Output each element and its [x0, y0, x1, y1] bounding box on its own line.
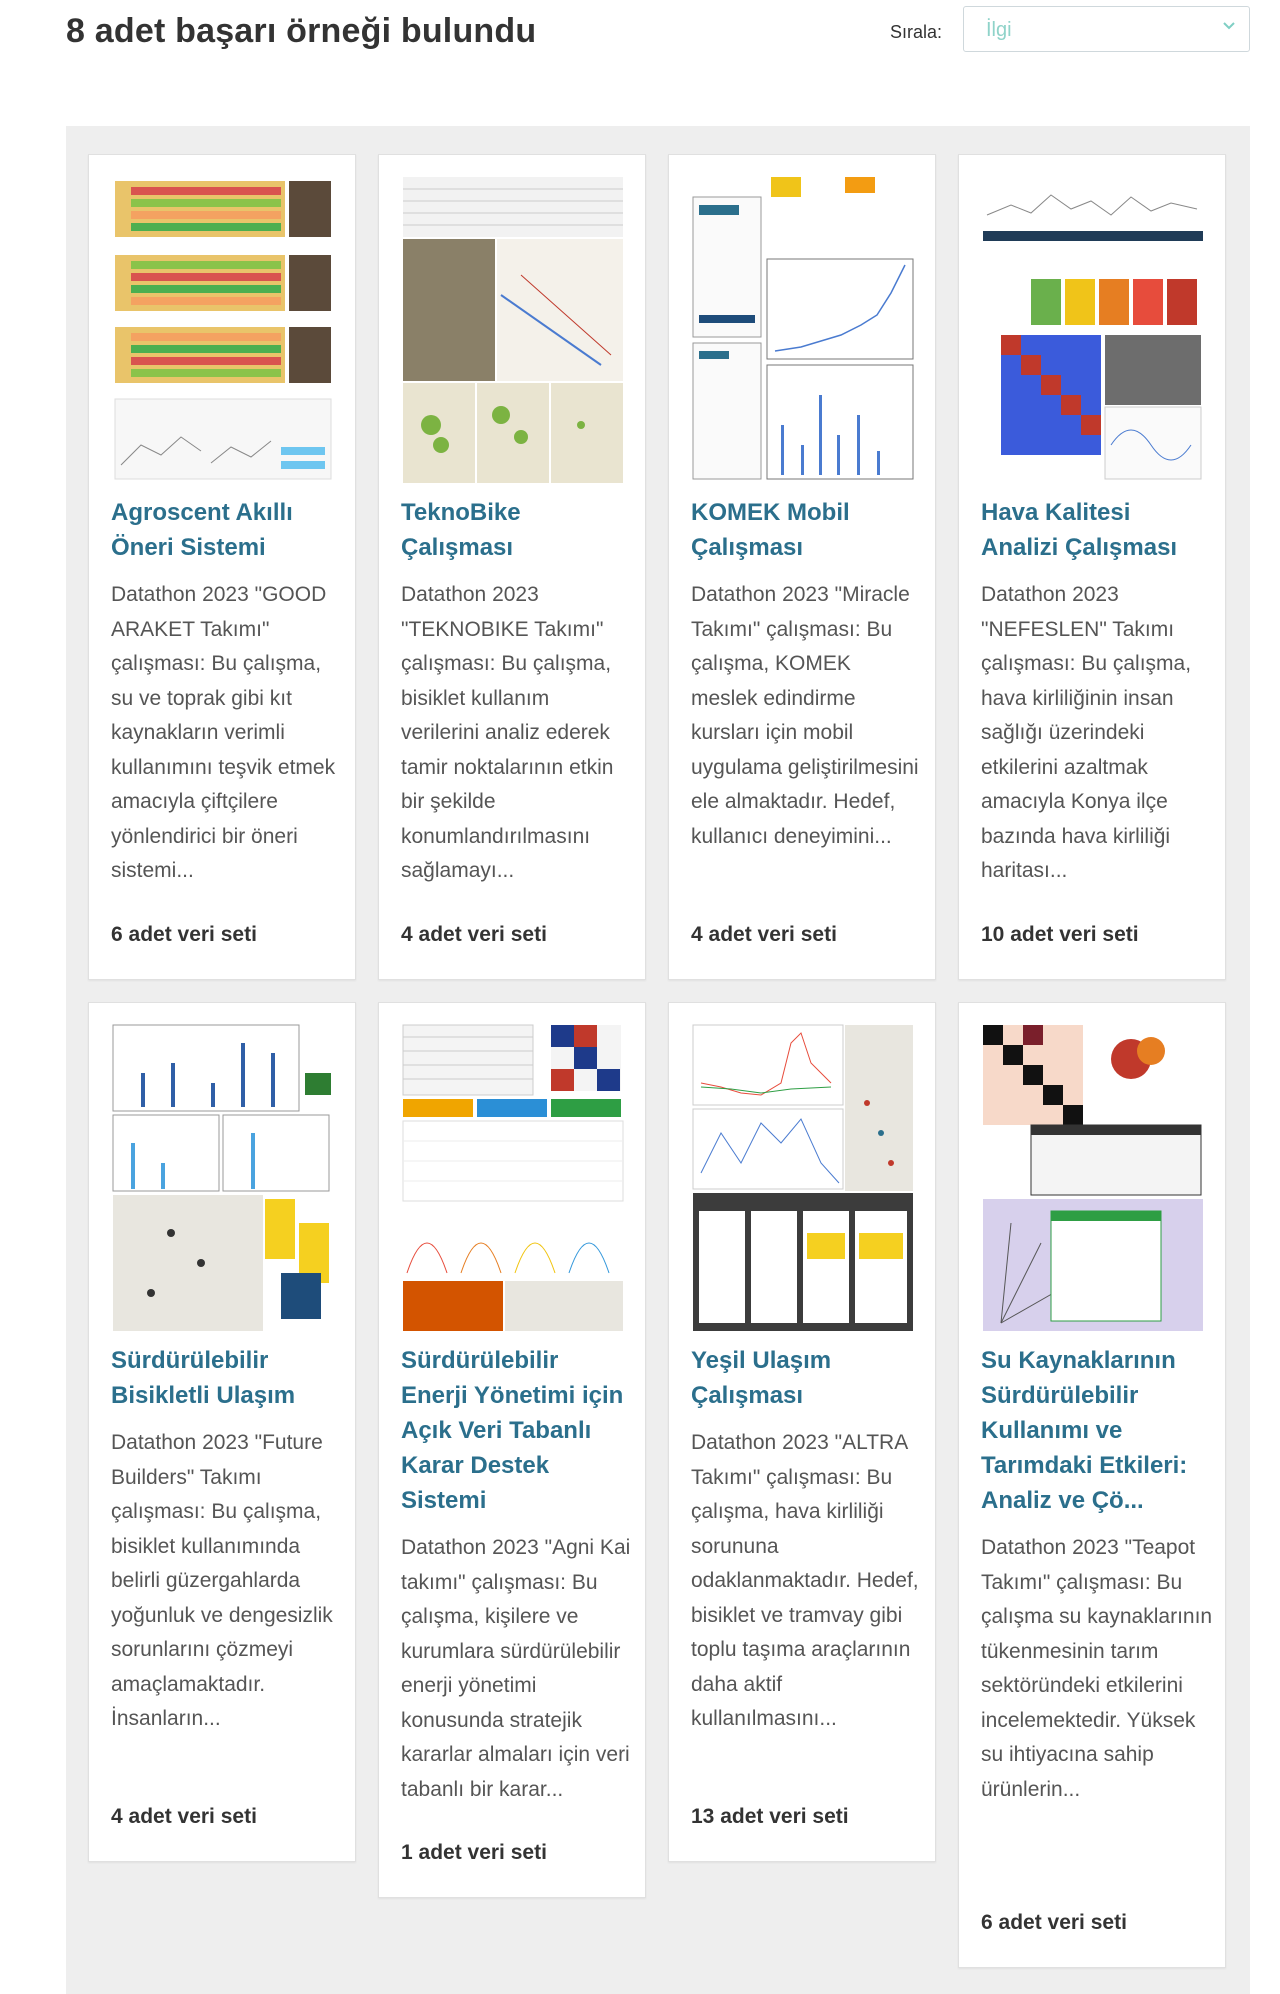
card-title[interactable]: Yeşil Ulaşım Çalışması [691, 1347, 832, 1409]
card-description: Datathon 2023 "GOOD ARAKET Takımı" çalışması: Bu çalışma, su ve toprak gibi kıt kaynakların verimli kullanımını teşvik etmek amacıyla çiftçilere yönlendirici bir öneri sistemi... [111, 583, 336, 882]
results-count-title: 8 adet başarı örneği bulundu [66, 12, 537, 50]
dataset-count: 4 adet veri seti [111, 1805, 257, 1828]
results-header [0, 0, 1280, 70]
success-story-card[interactable] [668, 154, 936, 980]
card-thumbnail[interactable] [111, 1023, 335, 1333]
card-description: Datathon 2023 "Miracle Takımı" çalışması: Bu çalışma, KOMEK meslek edindirme kursları için mobil uygulama geliştirilmesini ele almaktadır. Hedef, kullanıcı deneyimini... [691, 583, 919, 848]
card-title[interactable]: Su Kaynaklarının Sürdürülebilir Kullanımı ve Tarımdaki Etkileri: Analiz ve Çö... [981, 1347, 1188, 1514]
success-story-card[interactable] [958, 1002, 1226, 1968]
card-title[interactable]: KOMEK Mobil Çalışması [691, 499, 850, 561]
card-description: Datathon 2023 "Future Builders" Takımı çalışması: Bu çalışma, bisiklet kullanımında belirli güzergahlarda yoğunluk ve dengesizlik sorunlarını çözmeyi amaçlamaktadır. İnsanların... [111, 1431, 333, 1730]
card-description: Datathon 2023 "Agni Kai takımı" çalışması: Bu çalışma, kişilere ve kurumlara sürdürülebilir enerji yönetimi konusunda stratejik kararlar almaları için veri tabanlı bir karar... [401, 1536, 631, 1801]
chevron-down-icon [1221, 17, 1237, 33]
card-thumbnail[interactable] [691, 175, 915, 485]
card-title[interactable]: Sürdürülebilir Enerji Yönetimi için Açık Veri Tabanlı Karar Destek Sistemi [401, 1347, 624, 1514]
success-story-card[interactable] [378, 154, 646, 980]
dataset-count: 4 adet veri seti [691, 923, 837, 946]
dataset-count: 6 adet veri seti [981, 1911, 1127, 1934]
dataset-count: 4 adet veri seti [401, 923, 547, 946]
card-title[interactable]: Agroscent Akıllı Öneri Sistemi [111, 499, 293, 561]
card-title[interactable]: Hava Kalitesi Analizi Çalışması [981, 499, 1178, 561]
card-thumbnail[interactable] [111, 175, 335, 485]
sort-label: Sırala: [890, 22, 943, 42]
success-story-card[interactable] [378, 1002, 646, 1898]
dataset-count: 6 adet veri seti [111, 923, 257, 946]
card-thumbnail[interactable] [401, 1023, 625, 1333]
card-description: Datathon 2023 "TEKNOBIKE Takımı" çalışması: Bu çalışma, bisiklet kullanım verilerini analiz ederek tamir noktalarının etkin bir şekilde konumlandırılmasını sağlamayı... [401, 583, 614, 882]
card-thumbnail[interactable] [981, 175, 1205, 485]
card-description: Datathon 2023 "Teapot Takımı" çalışması: Bu çalışma su kaynaklarının tükenmesinin tarım sektöründeki etkilerini incelemektedir. Yüksek su ihtiyacına sahip ürünlerin... [981, 1536, 1213, 1801]
card-description: Datathon 2023 "NEFESLEN" Takımı çalışması: Bu çalışma, hava kirliliğinin insan sağlığı üzerindeki etkilerini azaltmak amacıyla Konya ilçe bazında hava kirliliği haritası... [981, 583, 1192, 882]
success-story-card[interactable] [668, 1002, 936, 1862]
card-thumbnail[interactable] [981, 1023, 1205, 1333]
dataset-count: 1 adet veri seti [401, 1841, 547, 1864]
card-title[interactable]: TeknoBike Çalışması [401, 499, 521, 561]
success-story-card[interactable] [88, 154, 356, 980]
card-thumbnail[interactable] [401, 175, 625, 485]
success-story-card[interactable] [958, 154, 1226, 980]
results-panel [66, 126, 1250, 1994]
sort-dropdown[interactable] [963, 6, 1250, 52]
card-title[interactable]: Sürdürülebilir Bisikletli Ulaşım [111, 1347, 296, 1409]
success-story-card[interactable] [88, 1002, 356, 1862]
dataset-count: 13 adet veri seti [691, 1805, 849, 1828]
card-description: Datathon 2023 "ALTRA Takımı" çalışması: Bu çalışma, hava kirliliği sorununa odaklanmaktadır. Hedef, bisiklet ve tramvay gibi toplu taşıma araçlarının daha aktif kullanılmasını... [691, 1431, 919, 1730]
dataset-count: 10 adet veri seti [981, 923, 1139, 946]
card-thumbnail[interactable] [691, 1023, 915, 1333]
sort-selected-value: İlgi [986, 19, 1012, 41]
